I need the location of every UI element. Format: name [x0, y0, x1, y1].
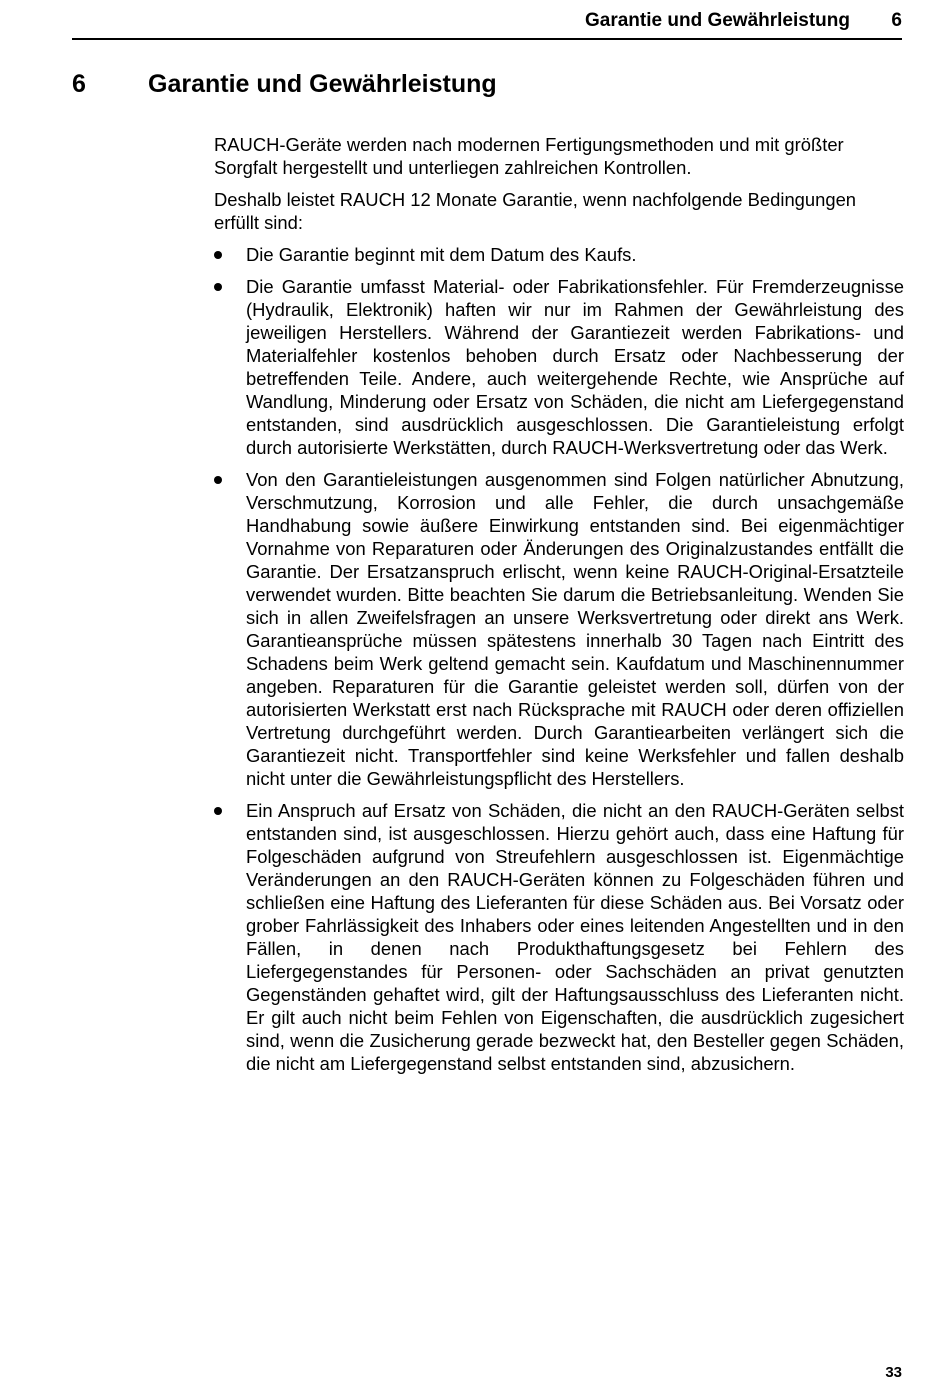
- chapter-title: Garantie und Gewährleistung: [148, 70, 497, 98]
- intro-paragraph: RAUCH-Geräte werden nach modernen Fertigungsmethoden und mit größter Sorgfalt hergestellt und unterliegen zahlreichen Kontrollen.: [214, 134, 844, 178]
- bullet-icon: [214, 807, 222, 815]
- list-item: [214, 243, 904, 266]
- list-item-text: Die Garantie umfasst Material- oder Fabrikationsfehler. Für Fremderzeugnisse (Hydraulik, Elektronik) haften wir nur im Rahmen der Gewährleistung des jeweiligen Herstellers. Während der Garantiezeit werden Fabrikations- und Materialfehler kostenlos behoben durch Ersatz oder Nachbesserung der betreffenden Teile. Andere, auch weitergehende Rechte, wie Ansprüche auf Wandlung, Minderung oder Ersatz von Schäden, die nicht am Liefergegenstand entstanden, sind ausdrücklich ausgeschlossen. Die Garantieleistung erfolgt durch autorisierte Werkstätten, durch RAUCH-Werksvertretung oder das Werk.: [246, 276, 904, 458]
- bullet-icon: [214, 251, 222, 259]
- running-header-chapter-number: 6: [891, 10, 902, 31]
- chapter-number: 6: [72, 70, 86, 98]
- list-item: [214, 275, 904, 459]
- running-header-title: Garantie und Gewährleistung: [585, 10, 850, 31]
- body-text: [214, 133, 904, 1084]
- list-item-text: Ein Anspruch auf Ersatz von Schäden, die nicht an den RAUCH-Geräten selbst entstanden sind, ist ausgeschlossen. Hierzu gehört auch, dass eine Haftung für Folgeschäden aufgrund von Streufehlern ausgeschlossen ist. Eigenmächtige Veränderungen an den RAUCH-Geräten können zu Folgeschäden führen und schließen eine Haftung des Lieferanten für diese Schäden aus. Bei Vorsatz oder grober Fahrlässigkeit des Inhabers oder eines leitenden Angestellten und in den Fällen, in denen nach Produkthaftungsgesetz bei Fehlern des Liefergegenstandes für Personen- oder Sachschäden an privat genutzten Gegenständen gehaftet wird, gilt der Haftungsausschluss des Lieferanten nicht. Er gilt auch nicht beim Fehlen von Eigenschaften, die ausdrücklich zugesichert sind, wenn die Zusicherung gerade bezweckt hat, den Besteller gegen Schäden, die nicht am Liefergegenstand selbst entstanden sind, abzusichern.: [246, 800, 904, 1074]
- list-item: [214, 799, 904, 1075]
- list-item-text: Von den Garantieleistungen ausgenommen sind Folgen natürlicher Abnutzung, Verschmutzung, Korrosion und alle Fehler, die durch unsachgemäße Handhabung sowie äußere Einwirkung entstanden sind. Bei eigenmächtiger Vornahme von Reparaturen oder Änderungen des Originalzustandes entfällt die Garantie. Der Ersatzanspruch erlischt, wenn keine RAUCH-Original-Ersatzteile verwendet wurden. Bitte beachten Sie darum die Betriebsanleitung. Wenden Sie sich in allen Zweifelsfragen an unsere Werksvertretung oder direkt ans Werk. Garantieansprüche müssen spätestens innerhalb 30 Tagen nach Eintritt des Schadens beim Werk geltend gemacht sein. Kaufdatum und Maschinennummer angeben. Reparaturen für die Garantie geleistet werden soll, dürfen von der autorisierten Werkstatt erst nach Rücksprache mit RAUCH oder deren offiziellen Vertretung durchgeführt werden. Durch Garantiearbeiten verlängert sich die Garantiezeit nicht. Transportfehler sind keine Werksfehler und fallen deshalb nicht unter die Gewährleistungspflicht des Herstellers.: [246, 469, 904, 789]
- conditions-paragraph: Deshalb leistet RAUCH 12 Monate Garantie, wenn nachfolgende Bedingungen erfüllt sind:: [214, 189, 857, 233]
- list-item-text: Die Garantie beginnt mit dem Datum des Kaufs.: [246, 244, 637, 265]
- bullet-icon: [214, 283, 222, 291]
- bullet-icon: [214, 476, 222, 484]
- conditions-list: [214, 243, 904, 1075]
- list-item: [214, 468, 904, 790]
- running-header: [72, 8, 902, 40]
- page-number: 33: [885, 1364, 902, 1381]
